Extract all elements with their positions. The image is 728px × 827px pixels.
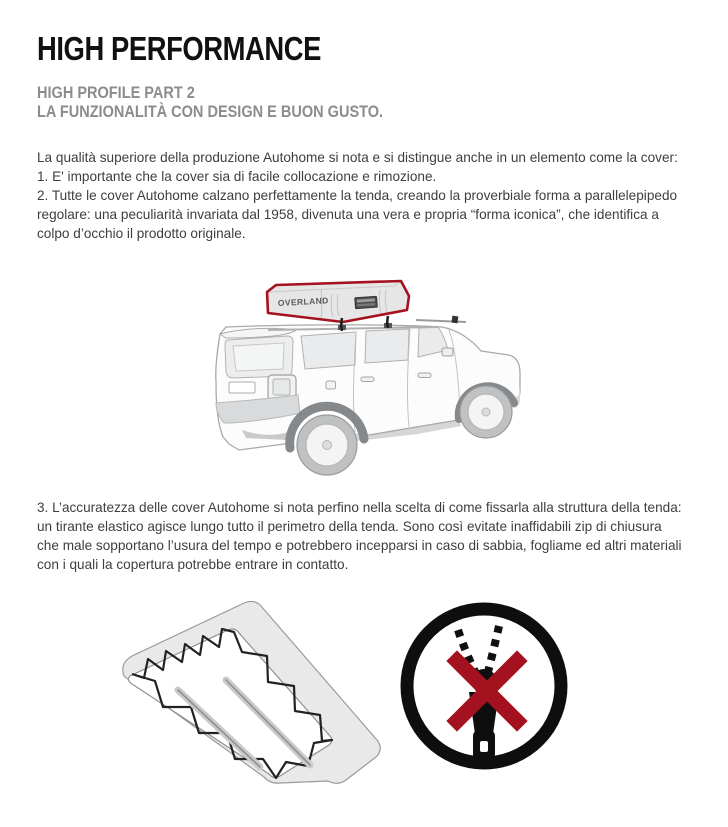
point-2-text: 2. Tutte le cover Autohome calzano perfettamente la tenda, creando la proverbiale forma a parallelepipedo regolare: una peculiarità invariata dal 1958, divenuta una vera e propria “forma iconica”, che identifica a colpo d’occhio il prodotto originale.: [37, 187, 678, 241]
door-handle-front: [418, 373, 431, 378]
rear-window-inner: [233, 343, 284, 371]
side-window-mid: [365, 329, 409, 363]
intro-text: La qualità superiore della produzione Autohome si nota e si distingue anche in un elemento come la cover:: [37, 150, 678, 165]
roof-rail-far: [416, 320, 466, 322]
point-3-text: 3. L’accuratezza delle cover Autohome si nota perfino nella scelta di come fissarla alla struttura della tenda: un tirante elastico agisce lungo tutto il perimetro della tenda. Sono così evitate inaffidabili zip di chiusura che male sopportano l’usura del tempo e potrebbero incepparsi in caso di sabbia, fogliame ed altri materiali con i quali la copertura potrebbe entrare in contatto.: [37, 500, 682, 572]
cover-underside-elastic-cord-illustration: [108, 600, 398, 790]
side-window-rear: [301, 332, 356, 369]
rear-wheel: [297, 415, 357, 475]
point-1-text: 1. E' importante che la cover sia di facile collocazione e rimozione.: [37, 168, 437, 184]
subtitle-line-2: LA FUNZIONALITÀ CON DESIGN E BUON GUSTO.: [37, 102, 384, 121]
rail-mount-far: [451, 316, 458, 324]
front-wheel: [460, 386, 512, 438]
tent-strap-rear: [341, 318, 342, 331]
no-zipper-icon: [394, 598, 574, 778]
body-paragraph-1: [37, 149, 683, 244]
suv-rooftop-tent-cover-illustration: [180, 270, 565, 482]
body-paragraph-3: [37, 499, 683, 575]
subtitle-line-1: HIGH PROFILE PART 2: [37, 84, 195, 102]
overland-label: OVERLAND: [277, 295, 329, 308]
page-title: HIGH PERFORMANCE: [37, 30, 322, 68]
taillight-inner: [273, 379, 290, 395]
tent-badge: [355, 296, 378, 309]
page-subtitle: [37, 84, 383, 121]
fuel-door: [326, 381, 336, 389]
rooftop-tent-cover: [267, 281, 409, 322]
tent-strap-front: [387, 316, 388, 328]
side-mirror: [442, 348, 453, 356]
door-handle-rear: [361, 377, 374, 382]
license-plate: [229, 382, 255, 393]
